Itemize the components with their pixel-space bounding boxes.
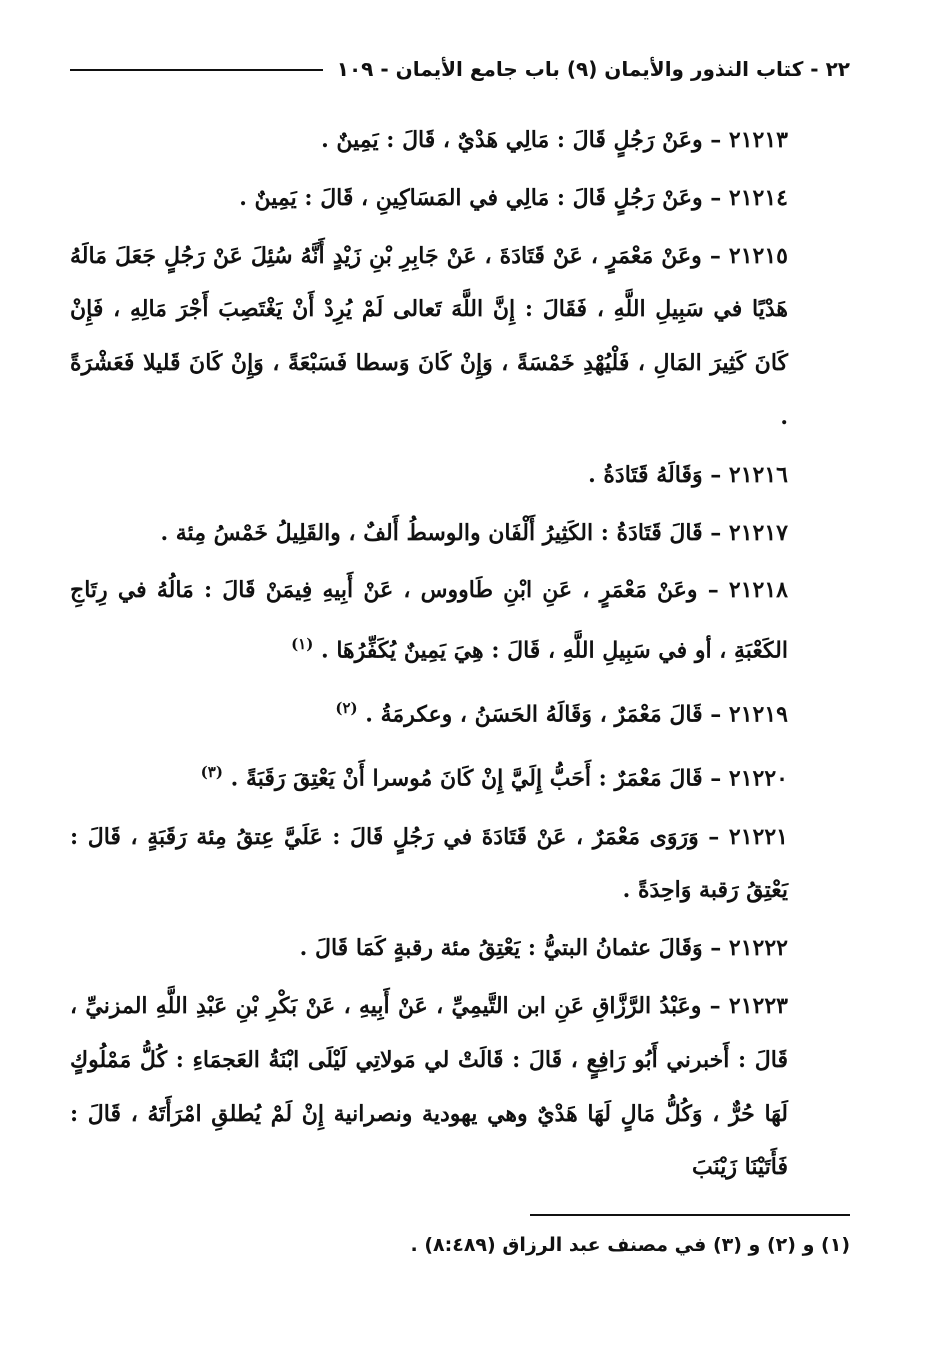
paragraph-21213 — [70, 114, 850, 168]
paragraph-text: ٢١٢١٥ – وعَنْ مَعْمَرٍ ، عَنْ قَتَادَةَ ، عَنْ جَابِرِ بْنِ زَيْدٍ أَنَّهُ سُئِلَ عَنْ رَجُلٍ جَعَلَ مَالَهُ هَدْيًا في سَبِيلِ اللَّهِ ، فَقَالَ : إِنَّ اللَّهَ تَعالى لَمْ يُرِدْ أَنْ يَغْتَصِبَ أَجْرَ مَالِهِ ، فَإِنْ كَانَ كَثِيرَ المَالِ ، فَلْيُهْدِ خَمْسَةً ، وَإِنْ كَانَ وَسطا فَسَبْعَةً ، وَإِنْ كَانَ قَليلا فَعَشْرَةً . — [70, 242, 788, 430]
paragraph-21219 — [70, 682, 850, 742]
page-header — [70, 52, 850, 86]
footnote-marker: (٢) — [335, 699, 358, 718]
paragraph-text: ٢١٢١٤ – وعَنْ رَجُلٍ قَالَ : مَالِي في المَسَاكِينِ ، قَالَ : يَمِينٌ . — [239, 184, 788, 211]
paragraph-text: ٢١٢١٧ – قَالَ قَتَادَةُ : الكَثِيرُ أَلْفَان والوسطُ أَلفٌ ، والقَلِيلُ خَمْسُ مِئة . — [160, 519, 788, 546]
paragraph-21217 — [70, 507, 850, 561]
footnote-marker: (٣) — [200, 763, 223, 782]
footnote-rule — [530, 1214, 850, 1216]
footnote: (١) و (٢) و (٣) في مصنف عبد الرزاق (٨:٤٨٩) . — [410, 1234, 850, 1256]
paragraph-text: ٢١٢٢١ – وَرَوَى مَعْمَرٌ ، عَنْ قَتَادَةَ في رَجُلٍ قَالَ : عَلَيَّ عِتقُ مِئة رَقَبَةٍ ، قَالَ : يَعْتِقُ رَقبة وَاحِدَةً . — [70, 823, 788, 904]
paragraph-text: ٢١٢١٩ – قَالَ مَعْمَرٌ ، وَقَالَهُ الحَسَنُ ، وعكرمَةُ . — [365, 701, 788, 728]
paragraph-text: ٢١٢١٣ – وعَنْ رَجُلٍ قَالَ : مَالِي هَدْيٌ ، قَالَ : يَمِينٌ . — [321, 127, 788, 153]
paragraph-text: ٢١٢١٦ – وَقَالَهُ قَتَادَةُ . — [588, 461, 788, 488]
paragraph-21222 — [70, 922, 850, 976]
paragraph-21214 — [70, 172, 850, 226]
paragraph-text: ٢١٢٢٢ – وَقَالَ عثمانُ البتيُّ : يَعْتِقُ مئة رقبةٍ كَمَا قَالَ . — [299, 935, 788, 962]
paragraph-21216 — [70, 449, 850, 503]
running-header-title: ٢٢ - كتاب النذور والأيمان (٩) باب جامع الأيمان - ١٠٩ — [336, 57, 850, 81]
footnote-marker: (١) — [291, 635, 314, 654]
paragraph-text: ٢١٢١٨ – وعَنْ مَعْمَرٍ ، عَنِ ابْنِ طَاووس ، عَنْ أَبِيهِ فِيمَنْ قَالَ : مَالُهُ في رِتَاجِ الكَعْبَةِ ، أو في سَبِيلِ اللَّهِ ، قَالَ : هِيَ يَمِينٌ يُكَفِّرُهَا . — [70, 577, 788, 664]
paragraph-21215 — [70, 230, 850, 445]
page-body — [70, 114, 850, 1199]
paragraph-21218 — [70, 564, 850, 678]
header-rule — [70, 69, 323, 71]
paragraph-21221 — [70, 811, 850, 919]
paragraph-21220 — [70, 746, 850, 806]
book-page — [70, 40, 850, 1330]
paragraph-text: ٢١٢٢٣ – وعَبْدُ الرَّزَّاقِ عَنِ ابن التَّيمِيِّ ، عَنْ أَبِيهِ ، عَنْ بَكْرِ بْنِ عَبْدِ اللَّهِ المزنيِّ ، قَالَ : أَخبرني أَبُو رَافِعٍ ، قَالَ : قَالَتْ لي مَولاتِي لَيْلَى ابْنَةُ العَجمَاءِ : كُلُّ مَمْلُوكٍ لَهَا حُرٌّ ، وَكُلُّ مَالٍ لَهَا هَدْيٌ وهي يهودية ونصرانية إِنْ لَمْ يُطلقِ امْرَأَتَهُ ، قَالَ : فَأَتَيْنَا زَيْنَبَ — [70, 992, 788, 1181]
paragraph-21223 — [70, 980, 850, 1195]
paragraph-text: ٢١٢٢٠ – قَالَ مَعْمَرٌ : أَحَبُّ إِلَيَّ إِنْ كَانَ مُوسرا أَنْ يَعْتِقَ رَقَبَةً . — [230, 765, 788, 792]
